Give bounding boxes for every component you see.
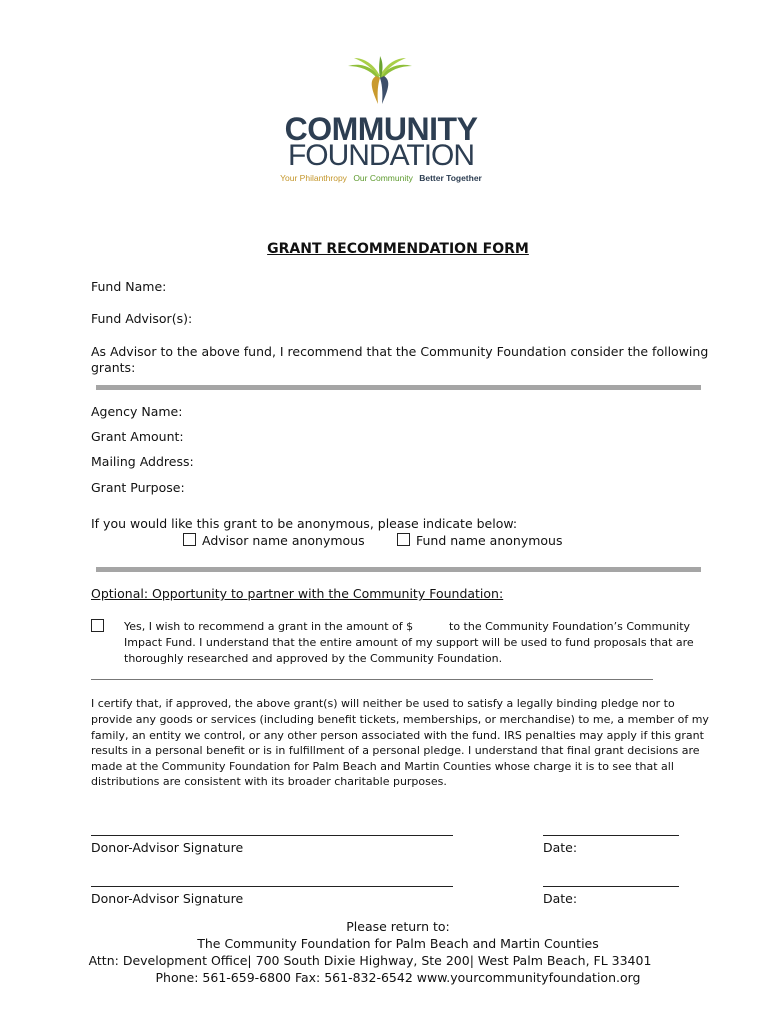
footer-contact: Phone: 561-659-6800 Fax: 561-832-6542 www.yourcommunityfoundation.org: [155, 970, 641, 985]
logo-wordmark-community: COMMUNITY: [284, 111, 478, 147]
optional-text: thoroughly researched and approved by the Community Foundation.: [124, 652, 503, 665]
grant-amount-label: Grant Amount:: [91, 429, 184, 444]
optional-text: Impact Fund. I understand that the entire amount of my support will be used to fund proposals that are: [124, 636, 694, 649]
intro-text: As Advisor to the above fund, I recommend that the Community Foundation consider the following: [91, 344, 709, 359]
community-impact-checkbox[interactable]: [91, 619, 104, 632]
signature-label: Donor-Advisor Signature: [91, 840, 244, 855]
section-divider: [96, 567, 701, 572]
signature-line[interactable]: [91, 835, 453, 836]
certify-text: I certify that, if approved, the above grant(s) will neither be used to satisfy a legally binding pledge nor to: [91, 697, 675, 710]
tagline-part: Our Community: [353, 173, 413, 183]
mailing-address-label: Mailing Address:: [91, 454, 194, 469]
date-line[interactable]: [543, 835, 679, 836]
optional-text: Yes, I wish to recommend a grant in the amount of $: [124, 620, 414, 633]
palm-tree-logo-icon: [344, 56, 416, 106]
fund-anonymous-checkbox[interactable]: [397, 533, 410, 546]
optional-text: to the Community Foundation’s Community: [449, 620, 691, 633]
certify-text: results in a personal benefit or is in fulfillment of a personal pledge. I understand that final grant decisions are: [91, 744, 700, 757]
anonymous-prompt: If you would like this grant to be anonymous, please indicate below:: [91, 516, 518, 531]
certify-text: family, an entity we control, or any other person associated with the fund. IRS penalties may apply if this grant: [91, 729, 704, 742]
footer-address: Attn: Development Office| 700 South Dixie Highway, Ste 200| West Palm Beach, FL 33401: [88, 953, 652, 968]
logo-tagline: [276, 172, 486, 184]
signature-line[interactable]: [91, 886, 453, 887]
signature-label: Donor-Advisor Signature: [91, 891, 244, 906]
intro-text: grants:: [91, 360, 136, 375]
footer-return: Please return to:: [346, 919, 450, 934]
fund-advisor-label: Fund Advisor(s):: [91, 311, 193, 326]
section-divider: [96, 385, 701, 390]
tagline-part: Your Philanthropy: [280, 173, 347, 183]
advisor-anonymous-checkbox[interactable]: [183, 533, 196, 546]
grant-purpose-label: Grant Purpose:: [91, 480, 185, 495]
agency-name-label: Agency Name:: [91, 404, 183, 419]
certify-text: distributions are consistent with its broader charitable purposes.: [91, 775, 447, 788]
footer-org: The Community Foundation for Palm Beach and Martin Counties: [197, 936, 599, 951]
fund-name-label: Fund Name:: [91, 279, 167, 294]
certify-text: provide any goods or services (including benefit tickets, memberships, or merchandise) to me, a member of my: [91, 713, 709, 726]
certify-text: made at the Community Foundation for Palm Beach and Martin Counties whose charge it is to see that all: [91, 760, 674, 773]
section-underline: [91, 679, 653, 680]
date-line[interactable]: [543, 886, 679, 887]
fund-anonymous-label: Fund name anonymous: [416, 533, 563, 548]
optional-heading: Optional: Opportunity to partner with the Community Foundation:: [91, 586, 504, 601]
tagline-part: Better Together: [419, 173, 482, 183]
advisor-anonymous-label: Advisor name anonymous: [202, 533, 365, 548]
logo-wordmark-foundation: FOUNDATION: [287, 139, 475, 172]
date-label: Date:: [543, 840, 578, 855]
date-label: Date:: [543, 891, 578, 906]
form-title: GRANT RECOMMENDATION FORM: [267, 241, 529, 257]
